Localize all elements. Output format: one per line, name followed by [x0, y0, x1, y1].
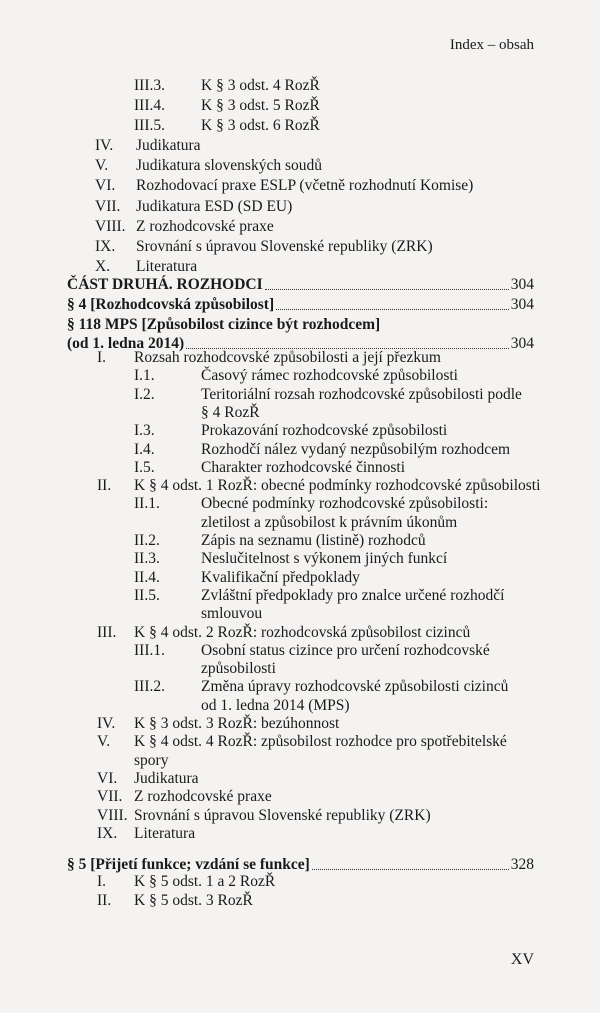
leader-dots	[265, 289, 509, 290]
toc-item-text[interactable]: Rozsah rozhodcovské způsobilosti a její přezkum	[134, 349, 441, 366]
toc-item-number: I.5.	[134, 458, 155, 476]
toc-item-text[interactable]: Z rozhodcovské praxe	[134, 788, 272, 806]
toc-item-number: III.1.	[134, 641, 165, 659]
toc-item-number: X.	[95, 258, 111, 276]
toc-item-number: III.3.	[134, 77, 165, 94]
toc-item-number: II.	[97, 891, 112, 909]
toc-item-text[interactable]: K § 3 odst. 4 RozŘ	[201, 77, 320, 94]
toc-item-text[interactable]: Kvalifikační předpoklady	[201, 568, 360, 586]
toc-item-number: VI.	[95, 177, 116, 195]
toc-item-text[interactable]: K § 3 odst. 5 RozŘ	[201, 97, 320, 115]
toc-item-text[interactable]: Judikatura ESD (SD EU)	[136, 197, 293, 215]
toc-item-text[interactable]: K § 5 odst. 3 RozŘ	[134, 891, 253, 909]
toc-item-text[interactable]: K § 4 odst. 4 RozŘ: způsobilost rozhodce pro spotřebitelské	[134, 733, 507, 751]
toc-item-text[interactable]: Prokazování rozhodcovské způsobilosti	[201, 422, 448, 440]
toc-item-text[interactable]: Literatura	[134, 824, 196, 842]
toc-entry-page: 304	[510, 335, 534, 352]
toc-entry-title: ČÁST DRUHÁ. ROZHODCI	[67, 276, 263, 293]
toc-entry-page: 304	[510, 296, 534, 313]
toc-item-number: II.2.	[134, 532, 160, 549]
toc-item-number: III.	[97, 623, 117, 641]
toc-item-number: I.3.	[134, 422, 155, 440]
toc-item-text[interactable]: způsobilosti	[201, 660, 276, 678]
toc-item-number: III.4.	[134, 97, 165, 115]
toc-item-number: III.5.	[134, 117, 165, 135]
toc-item-text[interactable]: Srovnání s úpravou Slovenské republiky (ZRK)	[134, 806, 431, 824]
toc-item-number: VIII.	[97, 806, 128, 824]
toc-item-text[interactable]: K § 5 odst. 1 a 2 RozŘ	[134, 873, 276, 890]
toc-item-text[interactable]: Z rozhodcovské praxe	[136, 217, 274, 235]
toc-item-number: II.5.	[134, 586, 160, 604]
toc-item-text[interactable]: Obecné podmínky rozhodcovské způsobilosti:	[201, 495, 489, 513]
toc-item-number: IX.	[95, 238, 116, 255]
toc-item-number: VII.	[97, 788, 123, 806]
toc-item-number: IV.	[97, 715, 116, 732]
toc-item-number: II.1.	[134, 495, 160, 513]
toc-item-text[interactable]: Rozhodčí nález vydaný nezpůsobilým rozhodcem	[201, 440, 511, 458]
toc-entry-part2[interactable]	[67, 275, 534, 295]
toc-item-text[interactable]: Neslučitelnost s výkonem jiných funkcí	[201, 550, 448, 568]
toc-item-text[interactable]: smlouvou	[201, 605, 263, 623]
leader-dots	[276, 309, 509, 310]
toc-item-text[interactable]: Změna úpravy rozhodcovské způsobilosti cizinců	[201, 678, 509, 696]
toc-entry-section-118-line1[interactable]: § 118 MPS [Způsobilost cizince být rozhodcem]	[67, 316, 381, 333]
toc-item-number: V.	[95, 157, 109, 175]
toc-item-text[interactable]: Časový rámec rozhodcovské způsobilosti	[201, 367, 458, 385]
toc-item-number: IX.	[97, 824, 118, 842]
running-header: Index – obsah	[449, 37, 534, 53]
toc-item-text[interactable]: K § 4 odst. 1 RozŘ: obecné podmínky rozhodcovské způsobilosti	[134, 477, 541, 495]
toc-entry-title: (od 1. ledna 2014)	[67, 335, 185, 352]
toc-item-number: I.	[97, 349, 107, 366]
toc-item-text[interactable]: Judikatura	[136, 137, 201, 154]
toc-item-text[interactable]: § 4 RozŘ	[201, 403, 260, 421]
toc-item-text[interactable]: od 1. ledna 2014 (MPS)	[201, 696, 350, 714]
toc-item-text[interactable]: Zvláštní předpoklady pro znalce určené rozhodčí	[201, 586, 505, 604]
toc-item-number: I.1.	[134, 367, 155, 385]
toc-entry-section-4[interactable]	[67, 295, 534, 315]
leader-dots	[312, 869, 509, 870]
toc-entry-title: § 4 [Rozhodcovská způsobilost]	[67, 296, 275, 313]
toc-item-number: III.2.	[134, 678, 165, 696]
toc-item-text[interactable]: Teritoriální rozsah rozhodcovské způsobilosti podle	[201, 385, 522, 403]
toc-item-number: II.4.	[134, 568, 160, 586]
toc-item-text[interactable]: Charakter rozhodcovské činnosti	[201, 458, 406, 476]
toc-entry-page: 304	[510, 276, 534, 293]
toc-item-number: I.	[97, 873, 107, 890]
toc-item-number: VIII.	[95, 217, 126, 235]
toc-item-text[interactable]: K § 3 odst. 3 RozŘ: bezúhonnost	[134, 715, 340, 732]
toc-item-number: IV.	[95, 137, 114, 154]
toc-item-text[interactable]: zletilost a způsobilost k právním úkonům	[201, 513, 458, 531]
toc-item-text[interactable]: Srovnání s úpravou Slovenské republiky (ZRK)	[136, 238, 433, 255]
toc-item-text[interactable]: Literatura	[136, 258, 198, 276]
toc-item-text[interactable]: Judikatura slovenských soudů	[136, 157, 322, 175]
toc-item-text[interactable]: Osobní status cizince pro určení rozhodcovské	[201, 641, 490, 659]
toc-item-text[interactable]: Rozhodovací praxe ESLP (včetně rozhodnutí Komise)	[136, 177, 474, 195]
toc-entry-title: § 5 [Přijetí funkce; vzdání se funkce]	[67, 856, 310, 873]
toc-item-number: VII.	[95, 197, 121, 215]
toc-item-text[interactable]: Judikatura	[134, 769, 199, 787]
page-number: XV	[510, 951, 534, 968]
toc-entry-page: 328	[510, 856, 534, 873]
toc-item-text[interactable]: K § 3 odst. 6 RozŘ	[201, 117, 320, 135]
toc-item-text[interactable]: Zápis na seznamu (listině) rozhodců	[201, 532, 426, 549]
toc-item-number: VI.	[97, 769, 118, 787]
toc-item-number: II.3.	[134, 550, 160, 568]
toc-item-number: I.4.	[134, 440, 155, 458]
toc-item-number: V.	[97, 733, 111, 751]
toc-item-number: I.2.	[134, 385, 155, 403]
toc-item-number: II.	[97, 477, 112, 495]
toc-item-text[interactable]: spory	[134, 751, 169, 769]
toc-item-text[interactable]: K § 4 odst. 2 RozŘ: rozhodcovská způsobilost cizinců	[134, 623, 471, 641]
